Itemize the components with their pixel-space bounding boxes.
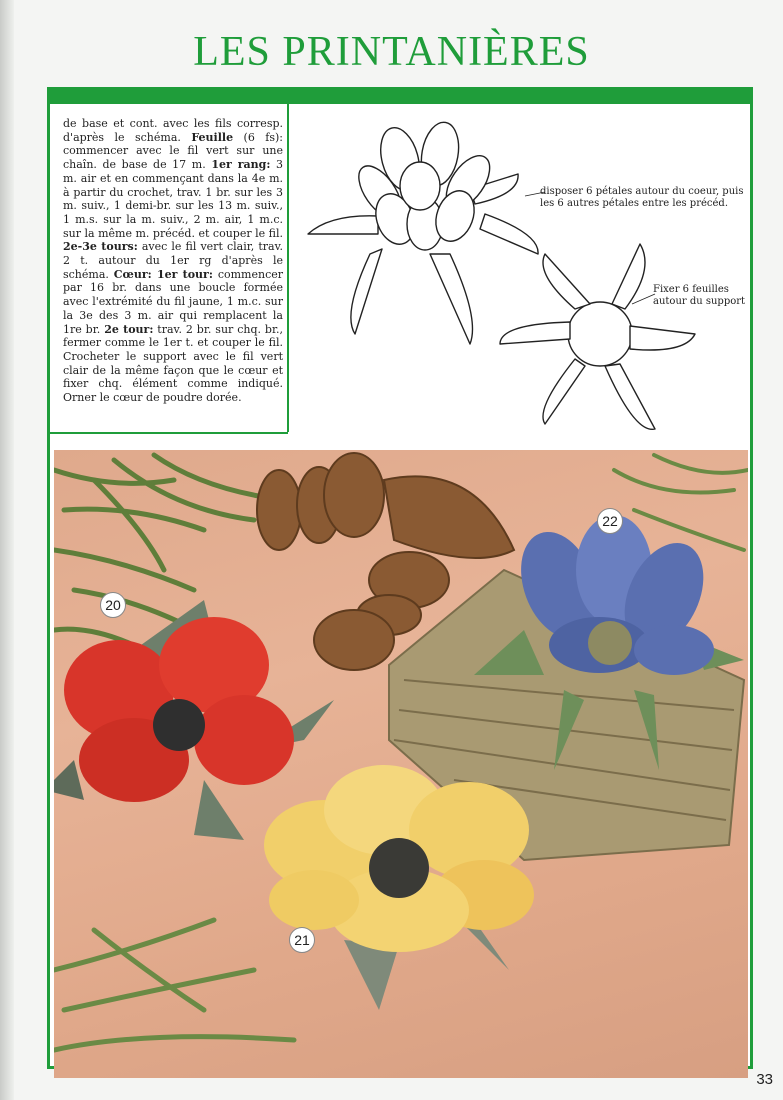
yellow-flower: [264, 765, 534, 1010]
foliage: [54, 455, 284, 650]
page-edge-shadow: [0, 0, 14, 1100]
assembly-diagram: [290, 104, 750, 439]
photo-label-22: 22: [597, 508, 623, 534]
instructions-text: [63, 117, 283, 405]
instructions-part-5: commencer par 16 br. dans une boucle formée avec l'extrémité du fil jaune, 1 m.c. sur la 3e des 3 m. air qui remplacent la 1re br.: [63, 267, 283, 336]
content-frame: [47, 87, 753, 1069]
flowers-photo: [54, 450, 748, 1078]
leaf-shape: [543, 254, 590, 309]
leaf-shape: [612, 244, 645, 309]
tour2-label: 2e tour:: [104, 322, 154, 336]
photo-label-21: 21: [289, 927, 315, 953]
leaf-shape: [308, 216, 378, 234]
page-title: LES PRINTANIÈRES: [193, 29, 590, 75]
foliage: [54, 920, 294, 1050]
column-divider: [287, 104, 289, 432]
leaves-note: Fixer 6 feuilles autour du support: [653, 284, 746, 307]
text-bottom-divider: [50, 432, 288, 434]
rang1-label: 1er rang:: [211, 158, 271, 172]
leaf-shape: [480, 214, 538, 254]
leaf-shape: [630, 326, 695, 350]
page-number: 33: [756, 1071, 773, 1088]
leaf-shape: [605, 364, 655, 429]
petal-shape: [400, 162, 440, 210]
support-diagram: [500, 244, 695, 429]
petals-note: disposer 6 pétales autour du coeur, puis les 6 autres pétales entre les précéd.: [540, 186, 744, 209]
feuille-label: Feuille: [191, 130, 234, 144]
coeur-label: Cœur: 1er tour:: [113, 267, 213, 281]
support-center: [568, 302, 632, 366]
instructions-part-1: de base et cont. avec les fils corresp. d'après le schéma.: [63, 117, 283, 144]
leaf-shape: [430, 254, 473, 344]
instructions-part-6: trav. 2 br. sur chq. br., fermer comme le 1er t. et couper le fil. Crocheter le support avec le fil vert clair de la même façon que le cœur et fixer chq. élément comme indiqué. Orner le cœur de poudre dorée.: [63, 322, 283, 405]
tours-label: 2e-3e tours:: [63, 240, 138, 254]
leaf-shape: [500, 322, 570, 344]
red-flower: [54, 600, 334, 840]
instructions-part-4: avec le fil vert clair, trav. 2 t. autour du 1er rg d'après le schéma.: [63, 240, 283, 281]
photo-illustration: [54, 450, 748, 1078]
leader-line: [632, 294, 655, 304]
leaf-shape: [351, 249, 382, 334]
instructions-part-3: 3 m. air et en commençant dans la 4e m. à partir du crochet, trav. 1 br. sur les 3 m. suiv., 1 demi-br. sur les 13 m. suiv., 1 m.s. sur la m. suiv., 2 m. air, 1 m.c. sur la même m. précéd. et couper le fil.: [63, 158, 283, 240]
flower-diagram: [308, 119, 538, 344]
diagram-svg: [290, 104, 750, 439]
photo-label-20: 20: [100, 592, 126, 618]
leaf-shape: [543, 359, 585, 424]
instructions-part-2: (6 fs): commencer avec le fil vert sur une chaîn. de base de 17 m.: [63, 130, 283, 172]
